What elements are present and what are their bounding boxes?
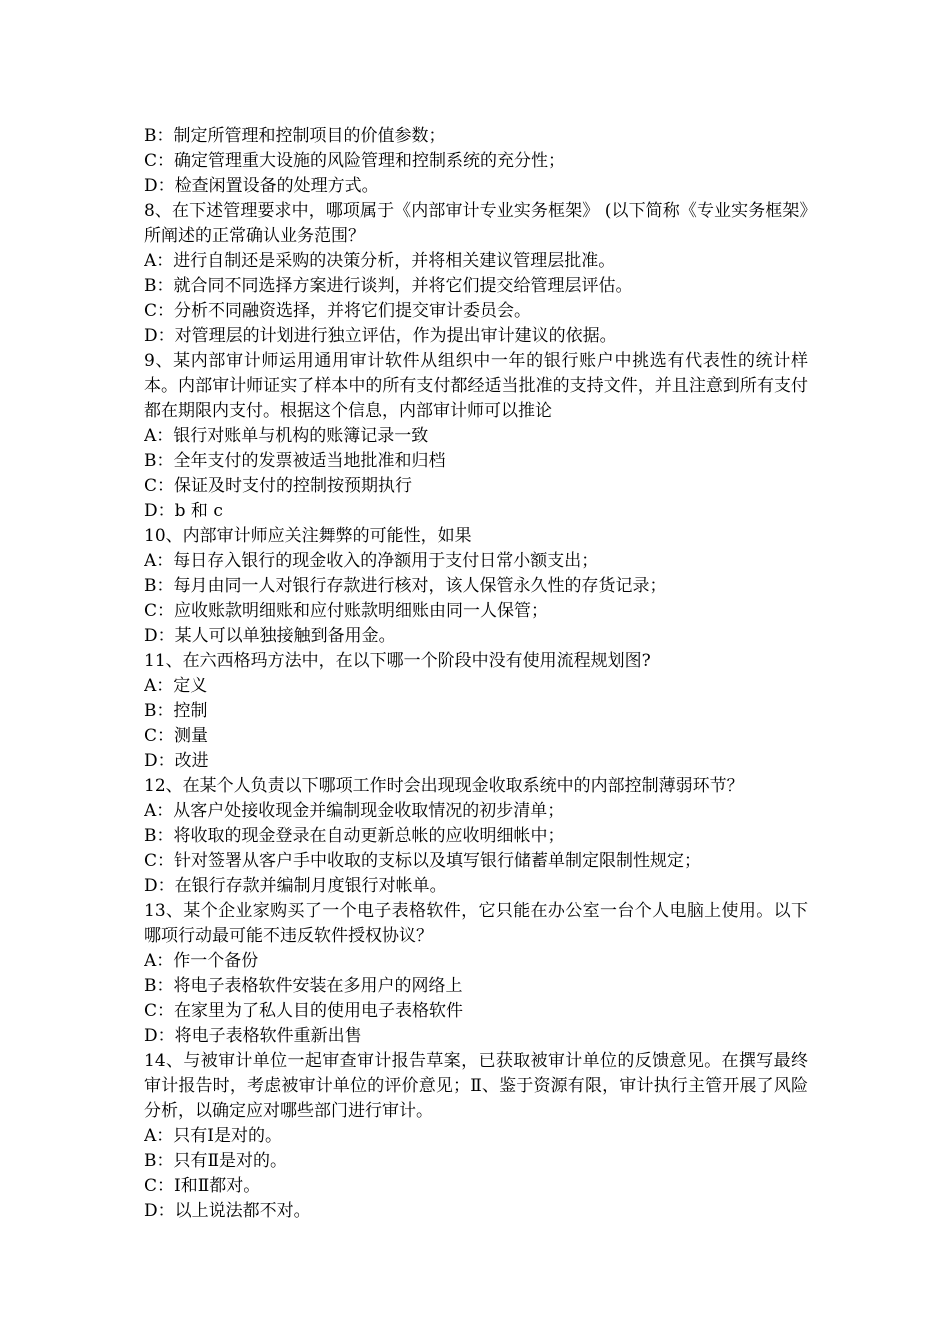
option-d: D：某人可以单独接触到备用金。 bbox=[144, 626, 396, 646]
option-c: C：在家里为了私人目的使用电子表格软件 bbox=[144, 1001, 464, 1021]
document-body bbox=[144, 124, 808, 1224]
option-c: C：确定管理重大设施的风险管理和控制系统的充分性； bbox=[144, 151, 566, 171]
option-c: C：保证及时支付的控制按预期执行 bbox=[144, 476, 413, 496]
option-b: B：控制 bbox=[144, 701, 208, 721]
option-b: B：每月由同一人对银行存款进行核对，该人保管永久性的存货记录； bbox=[144, 576, 667, 596]
option-d: D：改进 bbox=[144, 751, 209, 771]
question-10: 10、内部审计师应关注舞弊的可能性，如果 bbox=[144, 526, 472, 546]
option-c: C：分析不同融资选择，并将它们提交审计委员会。 bbox=[144, 301, 532, 321]
option-a: A：从客户处接收现金并编制现金收取情况的初步清单； bbox=[144, 801, 565, 821]
question-13: 13、某个企业家购买了一个电子表格软件，它只能在办公室一台个人电脑上使用。以下哪项行动最可能不违反软件授权协议？ bbox=[144, 901, 808, 946]
option-d: D：在银行存款并编制月度银行对帐单。 bbox=[144, 876, 447, 896]
option-c: C：针对签署从客户手中收取的支标以及填写银行储蓄单制定限制性规定； bbox=[144, 851, 702, 871]
option-b: B：就合同不同选择方案进行谈判，并将它们提交给管理层评估。 bbox=[144, 276, 633, 296]
option-b: B：全年支付的发票被适当地批准和归档 bbox=[144, 451, 446, 471]
option-a: A：每日存入银行的现金收入的净额用于支付日常小额支出； bbox=[144, 551, 599, 571]
option-c: C：Ⅰ和Ⅱ都对。 bbox=[144, 1176, 261, 1196]
question-9: 9、某内部审计师运用通用审计软件从组织中一年的银行账户中挑选有代表性的统计样本。内部审计师证实了样本中的所有支付都经适当批准的支持文件，并且注意到所有支付都在期限内支付。根据这个信息，内部审计师可以推论 bbox=[144, 351, 808, 421]
option-b: B：制定所管理和控制项目的价值参数； bbox=[144, 126, 446, 146]
question-12: 12、在某个人负责以下哪项工作时会出现现金收取系统中的内部控制薄弱环节？ bbox=[144, 776, 744, 796]
option-a: A：只有Ⅰ是对的。 bbox=[144, 1126, 282, 1146]
option-d: D：检查闲置设备的处理方式。 bbox=[144, 176, 379, 196]
option-b: B：将收取的现金登录在自动更新总帐的应收明细帐中； bbox=[144, 826, 565, 846]
option-c: C：测量 bbox=[144, 726, 209, 746]
option-a: A：进行自制还是采购的决策分析，并将相关建议管理层批准。 bbox=[144, 251, 616, 271]
option-a: A：银行对账单与机构的账簿记录一致 bbox=[144, 426, 429, 446]
option-c: C：应收账款明细账和应付账款明细账由同一人保管； bbox=[144, 601, 549, 621]
option-d: D：b 和 c bbox=[144, 501, 223, 521]
question-8: 8、在下述管理要求中，哪项属于《内部审计专业实务框架》 (以下简称《专业实务框架》所阐述的正常确认业务范围？ bbox=[144, 201, 808, 246]
option-d: D：将电子表格软件重新出售 bbox=[144, 1026, 362, 1046]
option-b: B：将电子表格软件安装在多用户的网络上 bbox=[144, 976, 463, 996]
question-14: 14、与被审计单位一起审查审计报告草案，已获取被审计单位的反馈意见。在撰写最终审计报告时，考虑被审计单位的评价意见；Ⅱ、鉴于资源有限，审计执行主管开展了风险分析，以确定应对哪些部门进行审计。 bbox=[144, 1051, 808, 1121]
option-a: A：作一个备份 bbox=[144, 951, 259, 971]
option-d: D：以上说法都不对。 bbox=[144, 1201, 311, 1221]
option-b: B：只有Ⅱ是对的。 bbox=[144, 1151, 288, 1171]
option-d: D：对管理层的计划进行独立评估，作为提出审计建议的依据。 bbox=[144, 326, 617, 346]
question-11: 11、在六西格玛方法中，在以下哪一个阶段中没有使用流程规划图? bbox=[144, 651, 651, 671]
option-a: A：定义 bbox=[144, 676, 208, 696]
